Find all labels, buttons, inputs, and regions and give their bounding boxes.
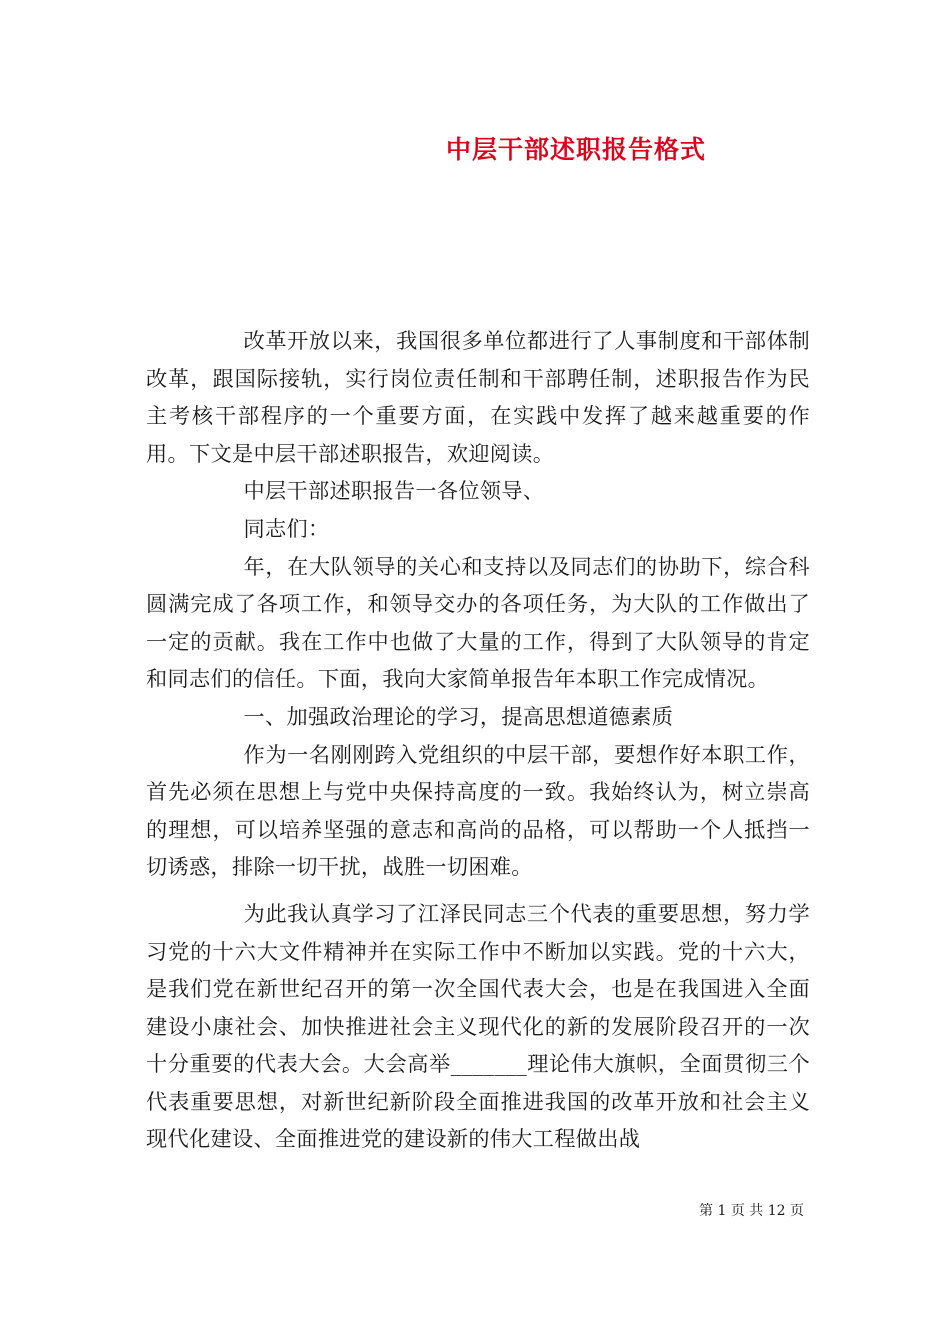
section-heading-1: 一、加强政治理论的学习，提高思想道德素质 <box>243 703 674 729</box>
document-body <box>146 322 810 1158</box>
paragraph-comrades: 同志们： <box>243 515 330 541</box>
paragraph-ideals: 作为一名刚刚跨入党组织的中层干部，要想作好本职工作，首先必须在思想上与党中央保持高度的一致。我始终认为，树立崇高的理想，可以培养坚强的意志和高尚的品格，可以帮助一个人抵挡一切诱惑，排除一切干扰，战胜一切困难。 <box>146 741 810 880</box>
page-number: 第 1 页 共 12 页 <box>699 1203 804 1219</box>
paragraph-intro: 改革开放以来，我国很多单位都进行了人事制度和干部体制改革，跟国际接轨，实行岗位责任制和干部聘任制，述职报告作为民主考核干部程序的一个重要方面，在实践中发挥了越来越重要的作用。下文是中层干部述职报告，欢迎阅读。 <box>146 328 810 466</box>
paragraph-salutation: 中层干部述职报告一各位领导、 <box>243 478 545 504</box>
document-title: 中层干部述职报告格式 <box>445 135 706 164</box>
paragraph-study: 为此我认真学习了江泽民同志三个代表的重要思想，努力学习党的十六大文件精神并在实际工作中不断加以实践。党的十六大，是我们党在新世纪召开的第一次全国代表大会，也是在我国进入全面建设小康社会、加快推进社会主义现代化的新的发展阶段召开的一次十分重要的代表大会。大会高举_______理论伟大旗帜，全面贯彻三个代表重要思想，对新世纪新阶段全面推进我国的改革开放和社会主义现代化建设、全面推进党的建设新的伟大工程做出战 <box>146 900 810 1152</box>
paragraph-summary: 年，在大队领导的关心和支持以及同志们的协助下，综合科圆满完成了各项工作，和领导交办的各项任务，为大队的工作做出了一定的贡献。我在工作中也做了大量的工作，得到了大队领导的肯定和同志们的信任。下面，我向大家简单报告年本职工作完成情况。 <box>146 553 810 692</box>
